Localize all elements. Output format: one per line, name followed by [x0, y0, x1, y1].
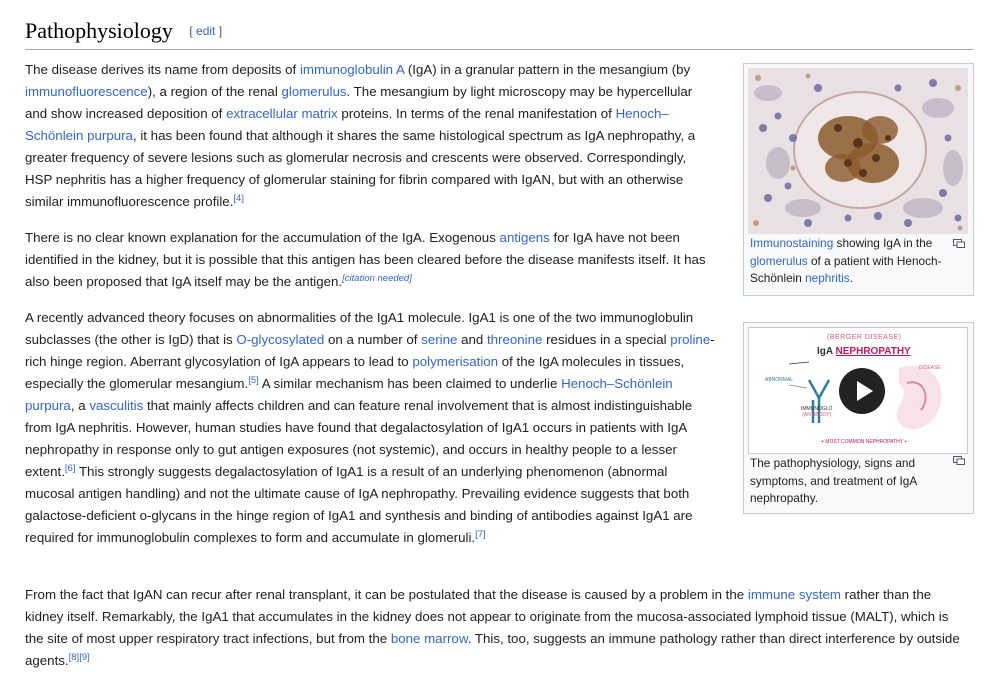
video-label-abnormal: ABNORMAL	[765, 377, 794, 383]
edit-bracket-close: ]	[218, 24, 223, 38]
link-henoch-schonlein-purpura[interactable]: Henoch–Schönlein purpura	[25, 106, 669, 143]
edit-section-link[interactable]: edit	[196, 24, 216, 38]
caption-link-glomerulus[interactable]: glomerulus	[750, 253, 808, 268]
video-title	[817, 346, 911, 357]
glomerulus-histology-picture	[748, 68, 968, 234]
link-polymerisation[interactable]: polymerisation	[412, 354, 499, 369]
citation-5[interactable]: [5]	[248, 375, 259, 386]
link-glomerulus[interactable]: glomerulus	[281, 84, 347, 99]
text: that mainly affects children and can feature renal involvement that is almost indistinguishable from IgA nephritis. However, human studies have found that degalactosylation of IgA1 occurs in patients with IgA nephropathy in response only to gut antigen exposures (not systemic), and occurs in healthy people to a lesser extent.	[25, 398, 693, 479]
citation-4[interactable]: [4]	[233, 193, 244, 204]
link-serine[interactable]: serine	[421, 332, 458, 347]
link-immunoglobulin-a[interactable]: immunoglobulin A	[299, 62, 405, 77]
text: rather than the kidney itself. Remarkably, the IgA1 that accumulates in the kidney does not appear to originate from the mucosa-associated lymphoid tissue (MALT), which is the site of most upper respiratory tract infections, but from the	[25, 587, 949, 646]
text: (IgA) in a granular pattern in the mesangium (by	[404, 62, 691, 77]
citation-8[interactable]: [8]	[68, 652, 80, 663]
text: proteins. In terms of the renal manifestation of	[337, 106, 616, 121]
play-button[interactable]	[839, 368, 885, 414]
video-title-nephropathy: NEPHROPATHY	[835, 346, 911, 357]
text: ), a region of the renal	[147, 84, 282, 99]
text: and	[457, 332, 487, 347]
text: . This, too, suggests an immune pathology rather than direct interference by outside agents.	[25, 631, 960, 668]
citation-9[interactable]: [9]	[79, 652, 90, 663]
link-proline[interactable]: proline	[670, 332, 711, 347]
immunostaining-image[interactable]	[748, 68, 968, 234]
video-label-top: (BERGER DISEASE)	[827, 334, 902, 341]
magnify-clip-icon[interactable]	[953, 239, 965, 248]
text: A recently advanced theory focuses on abnormalities of the IgA1 molecule. IgA1 is one of the two immunoglobulin subclasses (the other is IgD) that is	[25, 310, 694, 347]
link-o-glycosylated[interactable]: O-glycosylated	[236, 332, 325, 347]
citation-7[interactable]: [7]	[475, 529, 486, 540]
video-caption: The pathophysiology, signs and symptoms, and treatment of IgA nephropathy.	[750, 456, 917, 505]
link-bone-marrow[interactable]: bone marrow	[390, 631, 468, 646]
thumbnail-video	[743, 322, 974, 514]
text: -rich hinge region. Aberrant glycosylation of IgA appears to lead to	[25, 332, 715, 369]
text: A similar mechanism has been claimed to underlie	[258, 376, 562, 391]
text: on a number of	[324, 332, 422, 347]
text: , it has been found that although it shares the same histological spectrum as IgA nephropathy, a greater frequency of severe lesions such as glomerular necrosis and crescents were observed. Correspondingly, HSP nephritis has a higher frequency of glomerular staining for fibrin compared with IgAN, but with an otherwise similar immunofluorescence profile.	[25, 128, 696, 209]
paragraph-4	[25, 584, 970, 672]
video-label-bottom: + MOST COMMON NEPHROPATHY +	[821, 439, 908, 445]
edit-bracket-open: [	[189, 24, 193, 38]
magnify-clip-icon[interactable]	[953, 456, 965, 465]
text: There is no clear known explanation for the accumulation of the IgA. Exogenous	[25, 230, 500, 245]
link-henoch-schonlein-purpura-2[interactable]: Henoch–Schönlein purpura	[25, 376, 673, 413]
text: This strongly suggests degalactosylation of IgA1 is a result of an underlying phenomenon (abnormal mucosal antigen handling) and not the ultimate cause of IgA nephropathy. Prevailing evidence suggests that both galactose-deficient o-glycans in the hinge region of IgA1 and synthesis and binding of antibodies against IgA1 are required for immunoglobulin complexes to form and accumulate in glomeruli.	[25, 464, 693, 545]
caption-link-nephritis[interactable]: nephritis	[805, 271, 850, 285]
video-player[interactable]	[748, 327, 968, 454]
paragraph-1	[25, 59, 717, 213]
video-label-immunoglo: IMMUNOGLO	[801, 406, 833, 412]
link-antigens[interactable]: antigens	[499, 230, 550, 245]
thumbnail-immunostaining	[743, 63, 974, 296]
link-immune-system[interactable]: immune system	[747, 587, 841, 602]
section-title: Pathophysiology	[25, 18, 173, 43]
text: residues in a special	[542, 332, 671, 347]
video-label-disease: DISEASE	[919, 365, 941, 371]
citation-needed[interactable]: [citation needed]	[342, 273, 412, 284]
text: . The mesangium by light microscopy may be hypercellular and show increased deposition of	[25, 84, 693, 121]
paragraph-2	[25, 227, 717, 293]
section-heading	[25, 16, 973, 50]
caption-link-immunostaining[interactable]: Immunostaining	[750, 236, 834, 250]
text: of a patient with Henoch-Schönlein	[750, 253, 942, 285]
thumbnail-caption	[750, 235, 950, 288]
text: The disease derives its name from deposits of	[25, 62, 300, 77]
citation-6[interactable]: [6]	[64, 463, 76, 474]
paragraph-3	[25, 307, 717, 549]
text: .	[849, 271, 853, 285]
text: showing IgA in the	[833, 236, 933, 250]
link-extracellular-matrix[interactable]: extracellular matrix	[226, 106, 338, 121]
text: , a	[70, 398, 90, 413]
text: of the IgA molecules in tissues, especially the glomerular mesangium.	[25, 354, 685, 391]
play-icon	[839, 368, 885, 414]
video-label-antibody: (ANTIBODY)	[802, 412, 832, 418]
text: for IgA have not been identified in the kidney, but it is possible that this antigen has been cleared before the disease manifests itself. It has also been proposed that IgA itself may be the antigen.	[25, 230, 706, 289]
link-immunofluorescence[interactable]: immunofluorescence	[25, 84, 148, 99]
edit-section-link-wrapper	[189, 24, 222, 38]
video-label-immunoglobulin	[801, 406, 832, 418]
link-vasculitis[interactable]: vasculitis	[89, 398, 144, 413]
video-title-iga: IgA	[817, 346, 833, 357]
link-threonine[interactable]: threonine	[486, 332, 543, 347]
text: From the fact that IgAN can recur after renal transplant, it can be postulated that the disease is caused by a problem in the	[25, 587, 748, 602]
